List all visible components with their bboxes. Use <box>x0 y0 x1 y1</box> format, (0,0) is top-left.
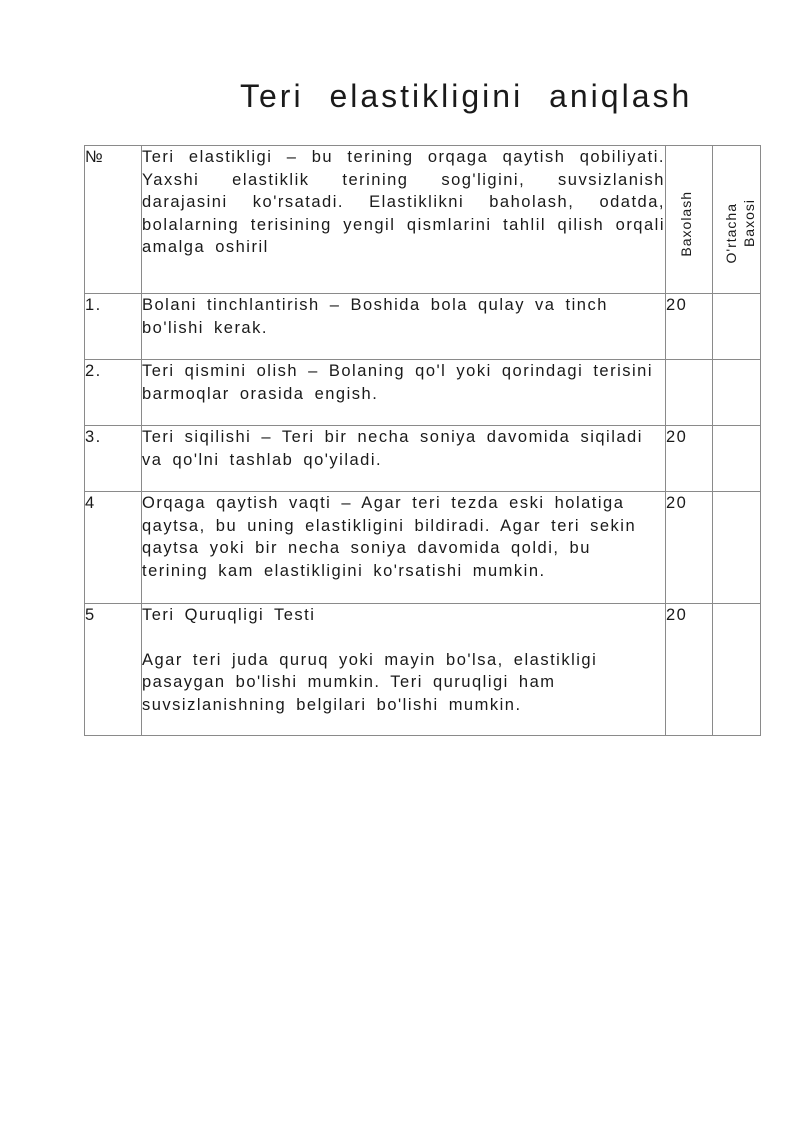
average-header-label: O'rtacha <box>723 202 739 263</box>
row-score <box>666 360 713 426</box>
row-score: 20 <box>666 294 713 360</box>
row-average <box>713 426 761 492</box>
page-title: Teri elastikligini aniqlash <box>240 78 693 114</box>
row-number: 3. <box>85 426 142 492</box>
row-score: 20 <box>666 426 713 492</box>
table-row <box>85 360 761 426</box>
row-title: Teri Quruqligi Testi <box>142 606 316 624</box>
table-row <box>85 492 761 604</box>
row-number: 4 <box>85 492 142 604</box>
table-row <box>85 294 761 360</box>
row-average <box>713 360 761 426</box>
row-text: Agar teri juda quruq yoki mayin bo'lsa, elastikligi pasaygan bo'lishi mumkin. Teri quruqligi ham suvsizlanishning belgilari bo'lishi mumkin. <box>142 650 598 714</box>
average-header <box>713 146 761 294</box>
row-text: Orqaga qaytish vaqti – Agar teri tezda eski holatiga qaytsa, bu uning elastikligini bildiradi. Agar teri sekin qaytsa yoki bir necha soniya davomida qoldi, bu terining kam elastikligini ko'rsatishi mumkin. <box>142 492 666 604</box>
row-average <box>713 294 761 360</box>
average-score-header-label: Baxosi <box>741 198 757 247</box>
row-average <box>713 492 761 604</box>
intro-cell: Teri elastikligi – bu terining orqaga qaytish qobiliyati. Yaxshi elastiklik terining sog'ligini, suvsizlanish darajasini ko'rsatadi. Elastiklikni baholash, odatda, bolalarning terisining yengil qismlarini tahlil qilish orqali amalga oshiril <box>142 146 666 294</box>
number-header: № <box>85 146 142 294</box>
assessment-table <box>84 145 761 736</box>
row-text: Teri siqilishi – Teri bir necha soniya davomida siqiladi va qo'lni tashlab qo'yiladi. <box>142 426 666 492</box>
row-text: Bolani tinchlantirish – Boshida bola qulay va tinch bo'lishi kerak. <box>142 294 666 360</box>
row-number: 2. <box>85 360 142 426</box>
score-header-label: Baxolash <box>678 191 694 257</box>
row-text: Teri qismini olish – Bolaning qo'l yoki qorindagi terisini barmoqlar orasida engish. <box>142 360 666 426</box>
table-header-row <box>85 146 761 294</box>
row-number: 1. <box>85 294 142 360</box>
row-content <box>142 604 666 736</box>
row-number: 5 <box>85 604 142 736</box>
table-row <box>85 426 761 492</box>
row-average <box>713 604 761 736</box>
table-row <box>85 604 761 736</box>
row-score: 20 <box>666 492 713 604</box>
row-score: 20 <box>666 604 713 736</box>
score-header <box>666 146 713 294</box>
